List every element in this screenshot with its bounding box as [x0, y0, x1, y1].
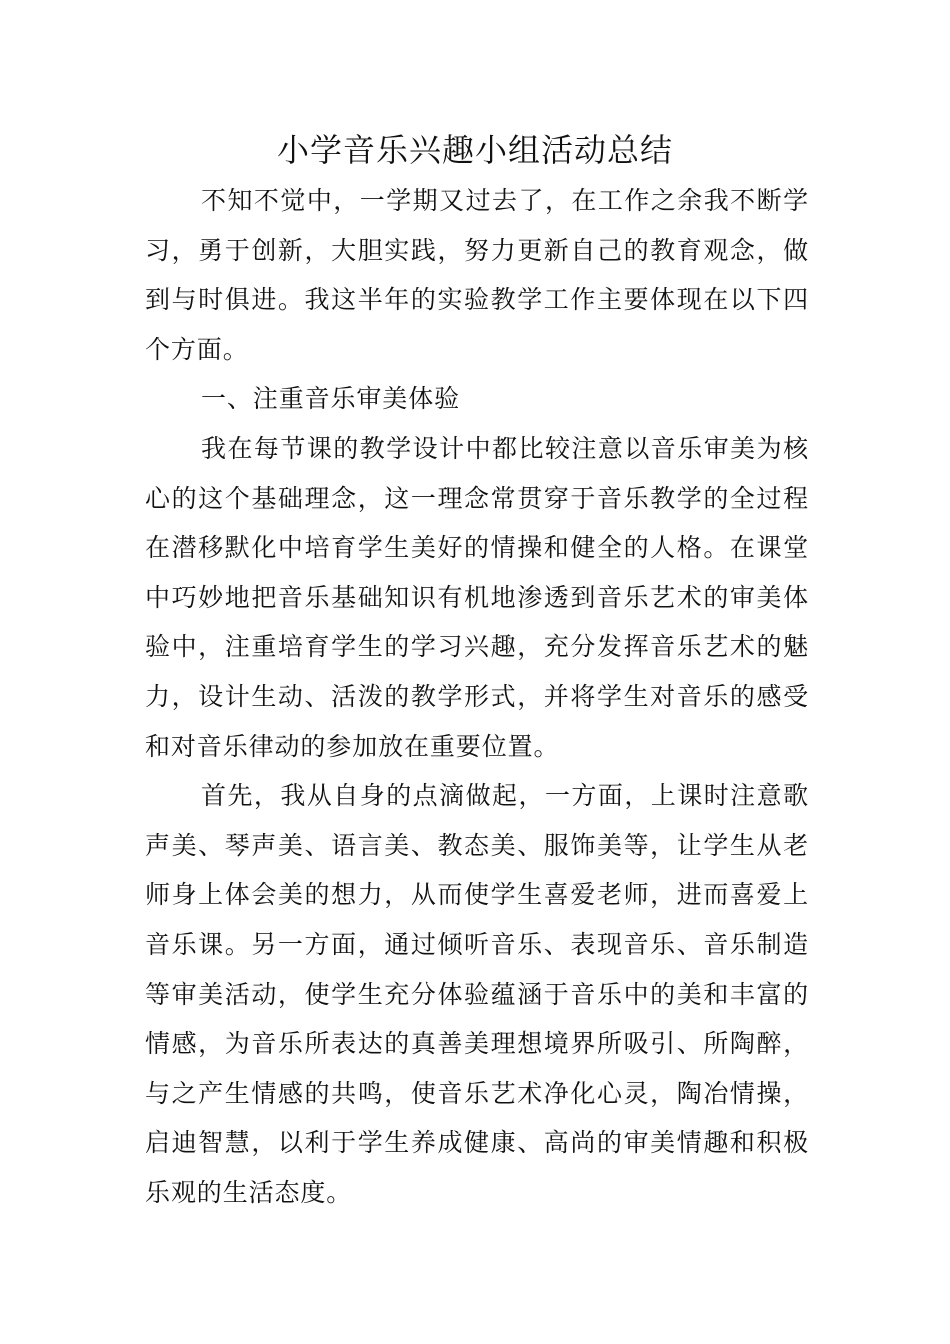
- document-title: 小学音乐兴趣小组活动总结: [276, 131, 673, 169]
- document-body: [145, 176, 809, 1217]
- paragraph-intro: 不知不觉中，一学期又过去了，在工作之余我不断学习，勇于创新，大胆实践，努力更新自己的教育观念，做到与时俱进。我这半年的实验教学工作主要体现在以下四个方面。: [145, 186, 809, 364]
- paragraph-aesthetic-experience: 我在每节课的教学设计中都比较注意以音乐审美为核心的这个基础理念，这一理念常贯穿于音乐教学的全过程在潜移默化中培育学生美好的情操和健全的人格。在课堂中巧妙地把音乐基础知识有机地渗透到音乐艺术的审美体验中，注重培育学生的学习兴趣，充分发挥音乐艺术的魅力，设计生动、活泼的教学形式，并将学生对音乐的感受和对音乐律动的参加放在重要位置。: [145, 433, 809, 761]
- paragraph-first-approach: 首先，我从自身的点滴做起，一方面，上课时注意歌声美、琴声美、语言美、教态美、服饰美等，让学生从老师身上体会美的想力，从而使学生喜爱老师，进而喜爱上音乐课。另一方面，通过倾听音乐、表现音乐、音乐制造等审美活动，使学生充分体验蕴涵于音乐中的美和丰富的情感，为音乐所表达的真善美理想境界所吸引、所陶醉，与之产生情感的共鸣，使音乐艺术净化心灵，陶冶情操，启迪智慧，以利于学生养成健康、高尚的审美情趣和积极乐观的生活态度。: [145, 781, 809, 1207]
- section-heading-1: 一、注重音乐审美体验: [201, 384, 461, 414]
